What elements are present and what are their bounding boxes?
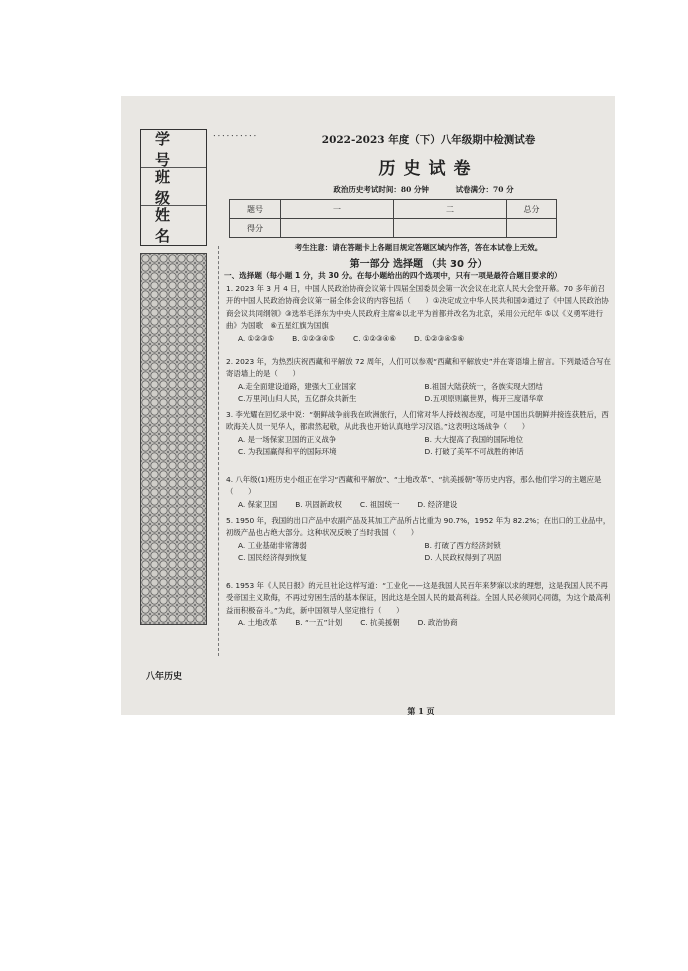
exam-meta — [236, 184, 611, 195]
question-stem: 3. 李光耀在回忆录中说：“朝鲜战争前我在欧洲旅行，人们常对华人持歧视态度，可是中国出兵朝鲜并接连获胜后，西欧海关人员一见华人，都肃然起敬，从此我也开始认真地学习汉语。”这表明这场战争（ ） — [226, 410, 609, 432]
option-d: D. 经济建设 — [417, 499, 458, 509]
security-pattern — [140, 253, 207, 625]
exam-content — [224, 132, 611, 715]
options — [226, 333, 611, 345]
question-1 — [226, 283, 611, 345]
option-d: D. 人民政权得到了巩固 — [424, 553, 502, 563]
score-header-part1: 一 — [281, 200, 394, 219]
exam-time: 政治历史考试时间：80 分钟 — [333, 185, 429, 194]
question-6 — [226, 580, 611, 630]
full-score: 试卷满分：70 分 — [455, 185, 514, 194]
options — [226, 540, 611, 565]
question-stem: 5. 1950 年，我国的出口产品中农副产品及其加工产品所占比重为 90.7%，1952 年为 82.2%；在出口的工业品中，初级产品也占绝大部分。这种状况反映了当时我国（ ） — [226, 516, 611, 538]
option-b: B. 巩固新政权 — [295, 499, 342, 509]
class-field: 班级 — [141, 168, 206, 206]
question-stem: 6. 1953 年《人民日报》的元旦社论这样写道：“工业化——这是我国人民百年来梦寐以求的理想，这是我国人民不再受帝国主义欺侮，不再过穷困生活的基本保证，因此这是全国人民的最高利益。全国人民必须同心同德，为这个最高利益而积极奋斗。”为此，新中国领导人坚定推行（ ） — [226, 581, 611, 615]
option-d: D. ①②③④⑤⑥ — [414, 333, 465, 343]
option-c: C. ①②③④⑥ — [353, 333, 397, 343]
option-c: C. 祖国统一 — [359, 499, 400, 509]
section-heading: 一、选择题（每小题 1 分，共 30 分。在每小题给出的四个选项中，只有一项是最符合题目要求的） — [224, 271, 562, 280]
cut-line — [218, 246, 219, 656]
option-c: C. 为我国赢得和平的国际环境 — [238, 447, 337, 457]
option-c: C. 抗美援朝 — [360, 618, 400, 628]
score-header-total: 总分 — [507, 200, 557, 219]
option-c: C. 国民经济得到恢复 — [238, 553, 307, 563]
margin-caption: 八年历史 — [146, 672, 183, 682]
binding-dots: ．．．．．．．．．． — [213, 129, 263, 139]
options — [226, 499, 611, 511]
part-heading: 第一部分 选择题 （共 30 分） — [349, 259, 488, 270]
student-id-field: 学号 — [141, 130, 206, 168]
option-b: B.祖国大陆获统一，各族实现大团结 — [424, 381, 543, 391]
exam-notice: 考生注意：请在答题卡上各题目规定答题区域内作答，答在本试卷上无效。 — [294, 243, 543, 252]
score-header-part2: 二 — [394, 200, 507, 219]
options — [226, 617, 611, 629]
score-cell — [394, 219, 507, 238]
question-stem: 4. 八年级(1)班历史小组正在学习“西藏和平解放”、“土地改革”、“抗美援朝”等历史内容，那么他们学习的主题应是（ ） — [226, 475, 602, 497]
options — [226, 434, 611, 459]
question-stem: 2. 2023 年，为热烈庆祝西藏和平解放 72 周年，人们可以参观“西藏和平解放史”并在寄语墙上留言。下列最适合写在寄语墙上的是（ ） — [226, 357, 611, 379]
question-stem: 1. 2023 年 3 月 4 日，中国人民政治协商会议第十四届全国委员会第一次会议在北京人民大会堂开幕。70 多年前召开的中国人民政治协商会议第一届全体会议的内容包括（ ）①决定成立中华人民共和国②通过了《中国人民政治协商会议共同纲领》③选举毛泽东为中央人民政府主席④以北平为首都并改名为北京，采用公元纪年 ⑤以《义勇军进行曲》为国歌 ⑥五星红旗为国旗 — [226, 284, 609, 331]
page-number: 第 1 页 — [407, 706, 435, 715]
option-b: B. 打破了西方经济封锁 — [424, 540, 501, 550]
subject-title: 历史试卷 — [378, 159, 479, 179]
score-cell — [507, 219, 557, 238]
option-b: B. 大大提高了我国的国际地位 — [424, 434, 523, 444]
option-a: A. 工业基础非常薄弱 — [238, 540, 307, 550]
option-a: A. ①②③⑤ — [238, 333, 275, 343]
option-a: A.走全面建设道路，建强大工业国家 — [238, 381, 357, 391]
option-a: A. 土地改革 — [238, 618, 278, 628]
option-d: D. 打破了美军不可战胜的神话 — [424, 447, 524, 457]
option-c: C.万里河山归人民，五亿群众共新生 — [238, 394, 357, 404]
options — [226, 381, 611, 406]
score-table — [229, 199, 557, 238]
binding-margin — [140, 129, 207, 682]
student-info-box — [140, 129, 207, 246]
option-a: A. 保家卫国 — [238, 499, 278, 509]
score-row-label: 得分 — [230, 219, 281, 238]
question-4 — [226, 474, 611, 511]
question-2 — [226, 356, 611, 406]
score-cell — [281, 219, 394, 238]
exam-title: 2022-2023 年度（下）八年级期中检测试卷 — [321, 134, 536, 146]
option-a: A. 是一场保家卫国的正义战争 — [238, 434, 337, 444]
name-field: 姓名 — [155, 206, 189, 245]
option-b: B. ①②③④⑤ — [292, 333, 336, 343]
option-d: D. 政治协商 — [417, 618, 458, 628]
question-5 — [226, 515, 611, 565]
question-3 — [226, 409, 611, 459]
score-header-label: 题号 — [230, 200, 281, 219]
option-b: B. “一五”计划 — [295, 618, 343, 628]
option-d: D.五项原则赢世界，梅开三度谱华章 — [424, 394, 544, 404]
exam-sheet — [121, 96, 615, 715]
